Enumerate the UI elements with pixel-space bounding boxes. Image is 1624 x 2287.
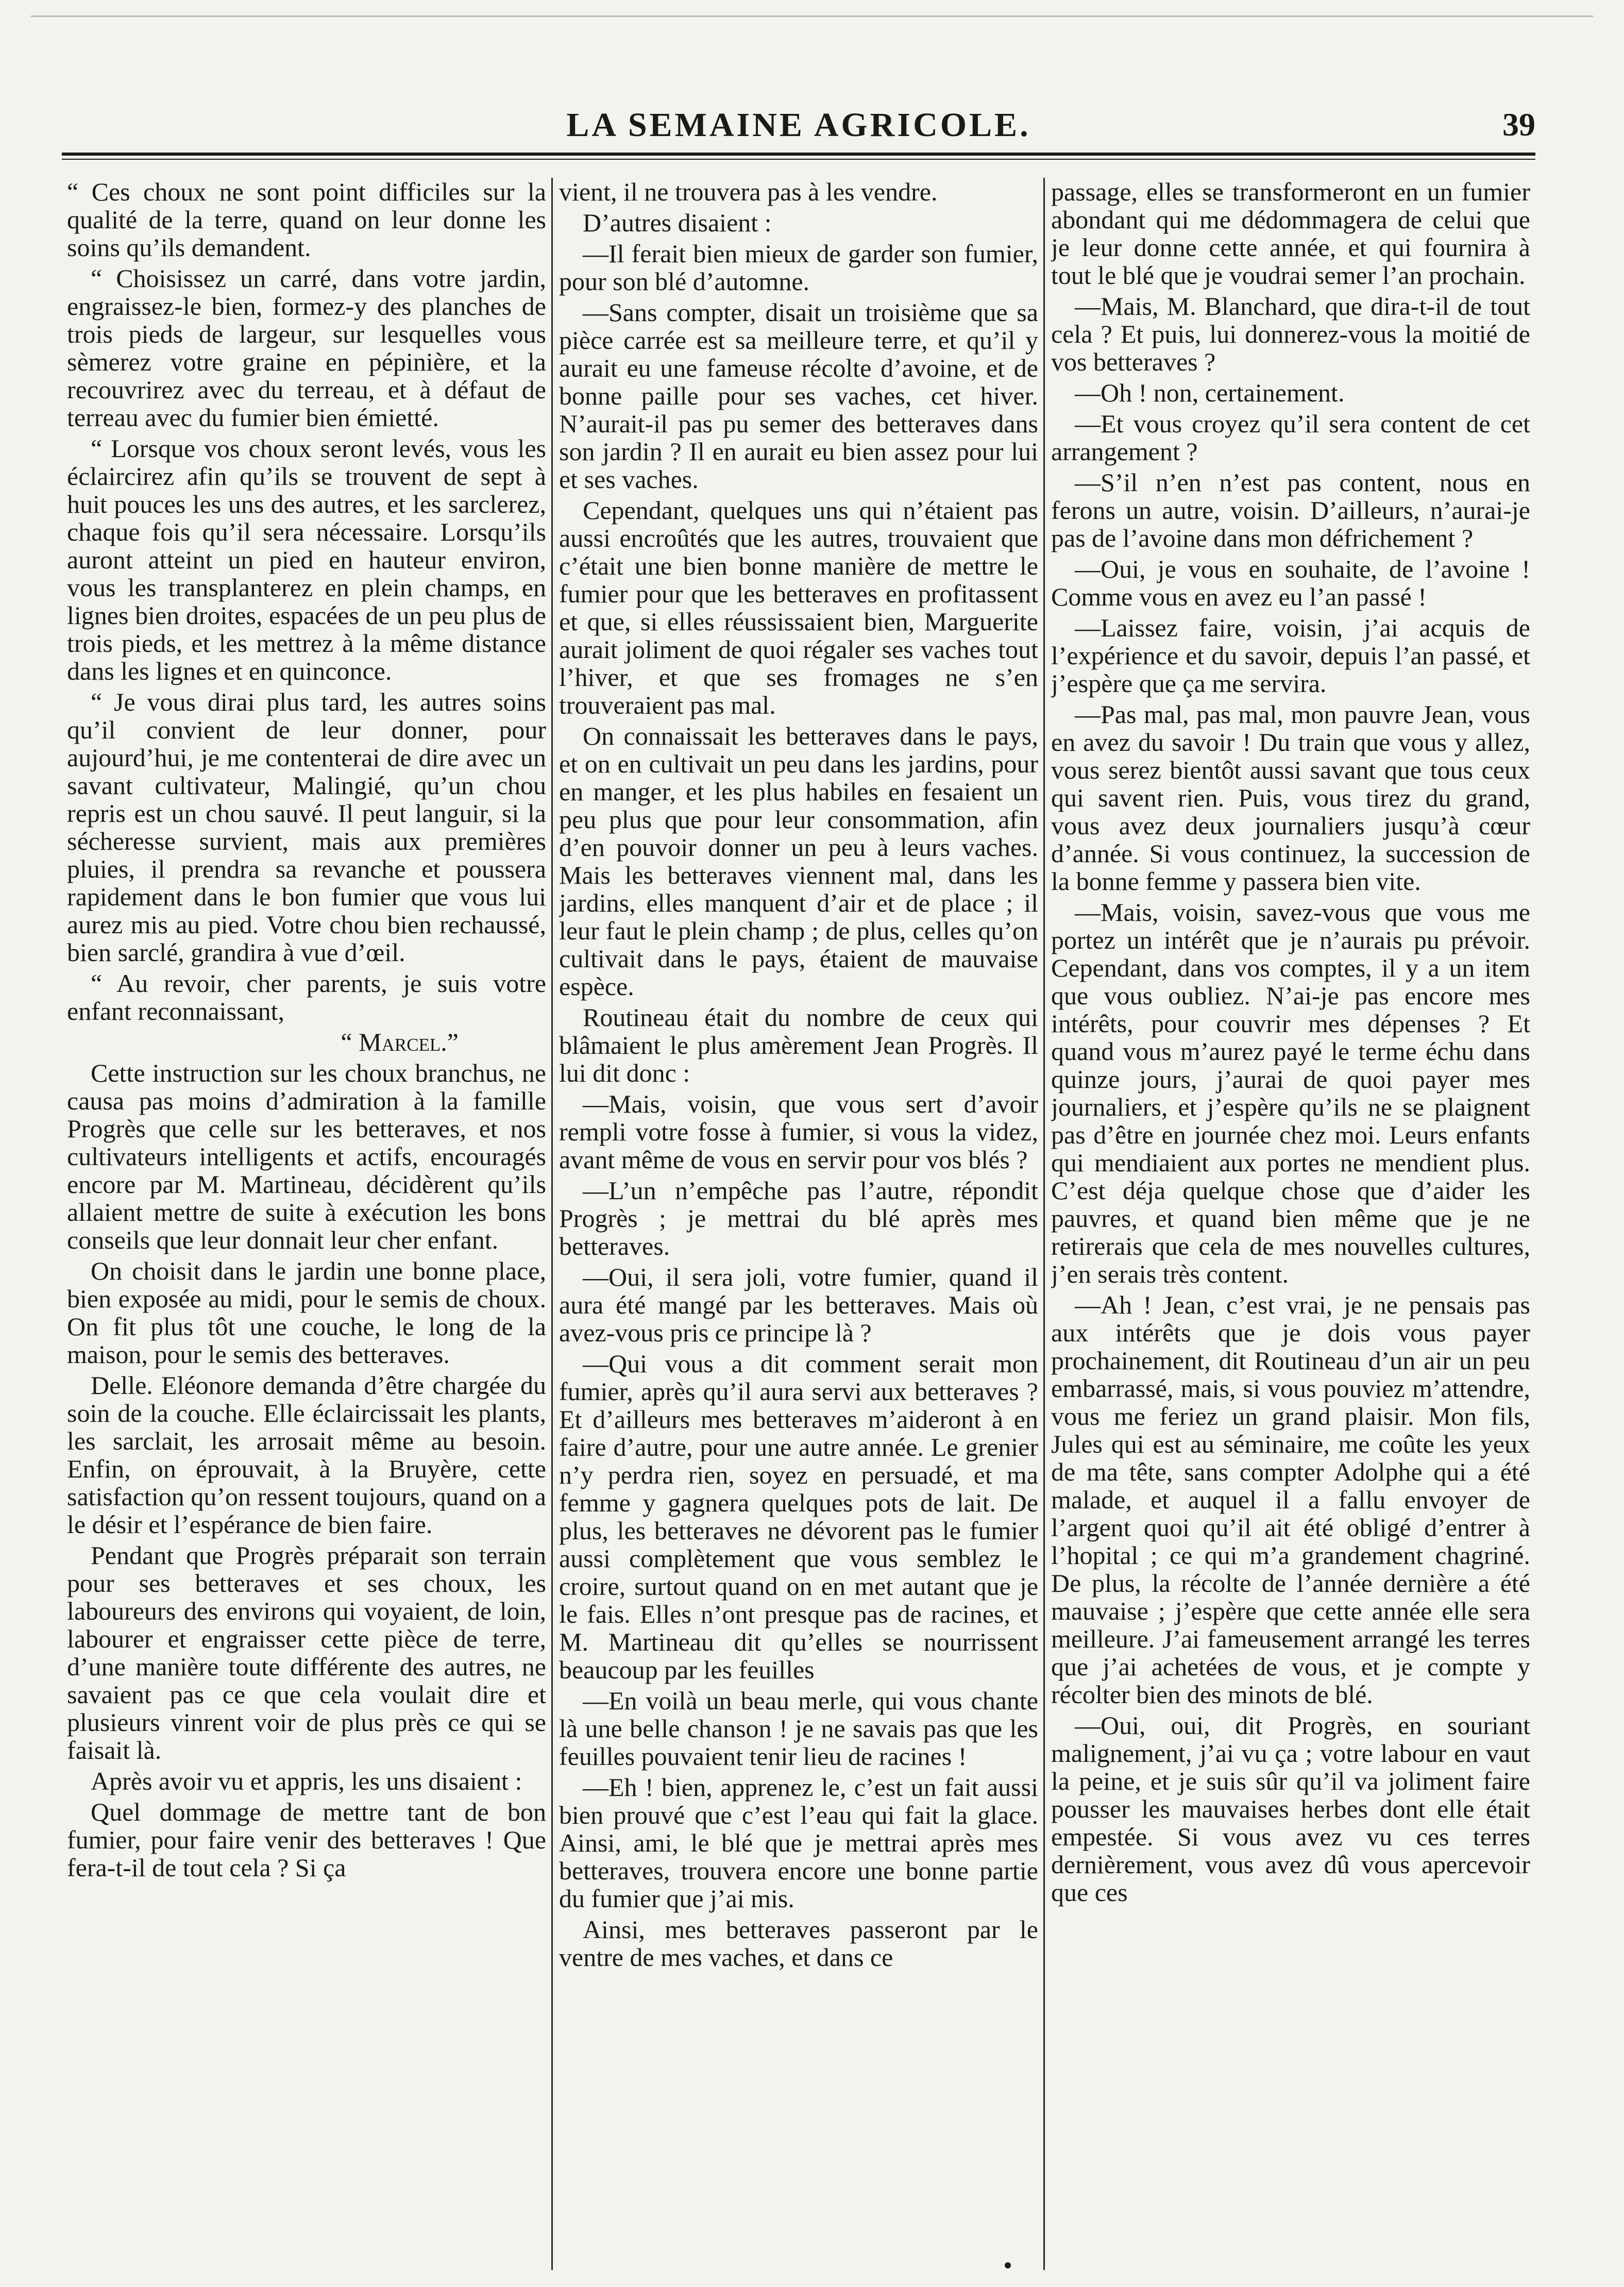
paragraph: D’autres disaient : <box>583 208 772 237</box>
paragraph: —Sans compter, disait un troisième que sa pièce carrée est sa meilleure terre, et qu’il y aurait eu une fameuse récolte d’avoine, et de bonne paille pour ses vaches, cet hiver. N’aurait-il pas pu semer des betteraves dans son jardin ? Il en aurait eu bien assez pour lui et ses vaches. <box>559 298 1038 494</box>
paragraph: —Eh ! bien, apprenez le, c’est un fait aussi bien prouvé que c’est l’eau qui fait la glace. Ainsi, ami, le blé que je mettrai après mes betteraves, trouvera encore une bonne partie du fumier que j’ai mis. <box>559 1773 1038 1913</box>
letter-signature: “ Marcel.” <box>341 1028 459 1056</box>
paragraph: Quel dommage de mettre tant de bon fumier, pour faire venir des betteraves ! Que fera-t-il de tout cela ? Si ça <box>67 1797 546 1882</box>
paragraph: Cependant, quelques uns qui n’étaient pas aussi encroûtés que les autres, trouvaient que c’était une bien bonne manière de mettre le fumier pour que les betteraves en profitassent et que, si elles réussissaient bien, Marguerite aurait joliment de quoi régaler ses vaches tout l’hiver, et que ses fromages ne s’en trouveraient pas mal. <box>559 496 1038 719</box>
paragraph: —Il ferait bien mieux de garder son fumier, pour son blé d’automne. <box>559 239 1038 296</box>
paragraph: —Mais, voisin, que vous sert d’avoir rempli votre fosse à fumier, si vous la videz, avant même de vous en servir pour vos blés ? <box>559 1089 1038 1174</box>
paragraph: Delle. Eléonore demanda d’être chargée du soin de la couche. Elle éclaircissait les plants, les sarclait, les arrosait même au besoin. Enfin, on éprouvait, à la Bruyère, cette satisfaction qu’on ressent toujours, quand on a le désir et l’espérance de bien faire. <box>67 1371 546 1539</box>
paragraph: passage, elles se transformeront en un fumier abondant qui me dédommagera de celui que je leur donne cette année, et qui fournira à tout le blé que je voudrai semer l’an prochain. <box>1051 178 1530 290</box>
column-3 <box>1051 178 1530 2270</box>
paragraph: —Mais, voisin, savez-vous que vous me portez un intérêt que je n’aurais pu prévoir. Cependant, dans vos comptes, il y a un item que vous oubliez. N’ai-je pas encore mes intérêts, pour couvrir mes dépenses ? Et quand vous m’aurez payé le terme échu dans quinze jours, j’aurai de quoi payer mes journaliers, et j’espère qu’ils ne se plaignent pas d’être en journée chez moi. Leurs enfants qui mendiaient aux portes ne mendient plus. C’est déja quelque chose que d’aider les pauvres, et quand bien même que je ne retirerais que cela de mes nouvelles cultures, j’en serais très content. <box>1051 898 1530 1288</box>
paragraph: —Oui, il sera joli, votre fumier, quand il aura été mangé par les betteraves. Mais où avez-vous pris ce principe là ? <box>559 1263 1038 1347</box>
paragraph: Pendant que Progrès préparait son terrain pour ses betteraves et ses choux, les laboureurs des environs qui voyaient, de loin, labourer et engraisser cette pièce de terre, d’une manière toute différente des autres, ne savaient pas ce que cela voulait dire et plusieurs vinrent voir de plus près ce qui se faisait là. <box>67 1541 546 1764</box>
column-divider <box>1043 178 1045 2270</box>
paragraph: —Ah ! Jean, c’est vrai, je ne pensais pas aux intérêts que je dois vous payer prochainement, dit Routineau d’un air un peu embarrassé, mais, si vous pouviez m’attendre, vous me feriez un grand plaisir. Mon fils, Jules qui est au séminaire, me coûte les yeux de ma tête, sans compter Adolphe qui a été malade, et auquel il a fallu envoyer de l’argent quoi qu’il ait été obligé d’entrer à l’hopital ; ce qui m’a grandement chagriné. De plus, la récolte de l’année dernière a été mauvaise ; j’espère que cette année elle sera meilleure. J’ai fameusement arrangé les terres que j’ai achetées de vous, et je compte y récolter bien des minots de blé. <box>1051 1290 1530 1709</box>
paragraph: —Oui, je vous en souhaite, de l’avoine ! Comme vous en avez eu l’an passé ! <box>1051 554 1530 611</box>
column-2 <box>559 178 1038 2270</box>
paragraph: —Mais, M. Blanchard, que dira-t-il de tout cela ? Et puis, lui donnerez-vous la moitié de vos betteraves ? <box>1051 292 1530 376</box>
print-mark <box>1005 2262 1011 2268</box>
page-header <box>62 106 1535 152</box>
paragraph: —Laissez faire, voisin, j’ai acquis de l’expérience et du savoir, depuis l’an passé, et j’espère que ça me servira. <box>1051 613 1530 698</box>
paragraph: “ Je vous dirai plus tard, les autres soins qu’il convient de leur donner, pour aujourd’hui, je me contenterai de dire avec un savant cultivateur, Malingié, qu’un chou repris est un chou sauvé. Il peut languir, si la sécheresse survient, mais aux premières pluies, il prendra sa revanche et poussera rapidement dans le bon fumier que vous lui aurez mis au pied. Votre chou bien rechaussé, bien sarclé, grandira à vue d’œil. <box>67 687 546 967</box>
publication-title: LA SEMAINE AGRICOLE. <box>566 106 1031 144</box>
paragraph: —Et vous croyez qu’il sera content de cet arrangement ? <box>1051 409 1530 466</box>
paragraph: “ Lorsque vos choux seront levés, vous les éclaircirez afin qu’ils se trouvent de sept à huit pouces les uns des autres, et les sarclerez, chaque fois qu’il sera nécessaire. Lorsqu’ils auront atteint un pied en hauteur environ, vous les transplanterez en plein champs, en lignes bien droites, espacées de un peu plus de trois pieds, et les mettrez à la même distance dans les lignes et en quinconce. <box>67 434 546 685</box>
paragraph: On connaissait les betteraves dans le pays, et on en cultivait un peu dans les jardins, pour en manger, et les plus habiles en fesaient un peu plus que pour leur consommation, afin d’en pouvoir donner un peu à leurs vaches. Mais les betteraves viennent mal, dans les jardins, elles manquent d’air et de place ; il leur faut le plein champ ; de plus, celles qu’on cultivait dans le pays, étaient de mauvaise espèce. <box>559 721 1038 1001</box>
paragraph: On choisit dans le jardin une bonne place, bien exposée au midi, pour le semis de choux. On fit plus tôt une couche, le long de la maison, pour le semis des betteraves. <box>67 1256 546 1369</box>
paragraph: Après avoir vu et appris, les uns disaient : <box>91 1767 522 1795</box>
paragraph: Routineau était du nombre de ceux qui blâmaient le plus amèrement Jean Progrès. Il lui dit donc : <box>559 1003 1038 1087</box>
column-1 <box>67 178 546 2270</box>
paragraph: Cette instruction sur les choux branchus, ne causa pas moins d’admiration à la famille Progrès que celle sur les betteraves, et nos cultivateurs intelligents et actifs, encouragés encore par M. Martineau, décidèrent qu’ils allaient mettre de suite à exécution les bons conseils que leur donnait leur cher enfant. <box>67 1058 546 1254</box>
paragraph: —S’il n’en n’est pas content, nous en ferons un autre, voisin. D’ailleurs, n’aurai-je pas de l’avoine dans mon défrichement ? <box>1051 468 1530 552</box>
paragraph: Ainsi, mes betteraves passeront par le ventre de mes vaches, et dans ce <box>559 1915 1038 1972</box>
paragraph: —L’un n’empêche pas l’autre, répondit Progrès ; je mettrai du blé après mes betteraves. <box>559 1176 1038 1260</box>
paragraph: —Oui, oui, dit Progrès, en souriant malignement, j’ai vu ça ; votre labour en vaut la peine, et je suis sûr qu’il va joliment faire pousser les mauvaises herbes dont elle était empestée. Si vous avez vu ces terres dernièrement, vous avez dû vous apercevoir que ces <box>1051 1711 1530 1907</box>
page-number: 39 <box>1502 106 1535 143</box>
paragraph: “ Au revoir, cher parents, je suis votre enfant reconnaissant, <box>67 969 546 1025</box>
page-edge-rule <box>31 15 1593 17</box>
paragraph: —Oh ! non, certainement. <box>1075 378 1345 407</box>
paragraph: “ Ces choux ne sont point difficiles sur la qualité de la terre, quand on leur donne les soins qu’ils demandent. <box>67 178 546 262</box>
column-divider <box>551 178 553 2270</box>
paragraph: —Qui vous a dit comment serait mon fumier, après qu’il aura servi aux betteraves ? Et d’ailleurs mes betteraves m’aideront à en faire d’autre, pour une autre année. Le grenier n’y perdra rien, soyez en persuadé, et ma femme y gagnera quelques pots de lait. De plus, les betteraves ne dévorent pas le fumier aussi complètement que vous semblez le croire, surtout quand on en met autant que je le fais. Elles n’ont presque pas de racines, et M. Martineau dit qu’elles se nourrissent beaucoup par les feuilles <box>559 1349 1038 1684</box>
header-rule <box>62 153 1535 160</box>
paragraph: —En voilà un beau merle, qui vous chante là une belle chanson ! je ne savais pas que les feuilles pouvaient tenir lieu de racines ! <box>559 1686 1038 1771</box>
paragraph: —Pas mal, pas mal, mon pauvre Jean, vous en avez du savoir ! Du train que vous y allez, vous serez bientôt aussi savant que tous ceux qui savent rien. Puis, vous tirez du grand, vous avez deux journaliers jusqu’à cœur d’année. Si vous continuez, la succession de la bonne femme y passera bien vite. <box>1051 700 1530 896</box>
paragraph: vient, il ne trouvera pas à les vendre. <box>559 178 938 206</box>
paragraph: “ Choisissez un carré, dans votre jardin, engraissez-le bien, formez-y des planches de trois pieds de largeur, sur lesquelles vous sèmerez votre graine en pépinière, et la recouvrirez avec du terreau, et à défaut de terreau avec du fumier bien émietté. <box>67 264 546 432</box>
